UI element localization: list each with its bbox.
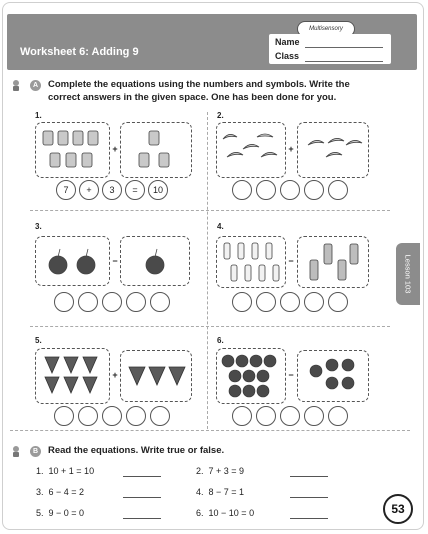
- problem-3-right-group: [120, 236, 190, 286]
- answer-circle[interactable]: 3: [102, 180, 122, 200]
- teacher-mascot-icon: [10, 445, 22, 457]
- answer-circle[interactable]: [232, 292, 252, 312]
- problem-4-left-group: [216, 236, 286, 288]
- tf-item-3: 3. 6 − 4 = 2: [36, 487, 85, 497]
- cherry-icon: [46, 245, 102, 279]
- tf-answer-3[interactable]: [123, 497, 161, 498]
- juice-glass-icon: [41, 127, 105, 173]
- answer-circle[interactable]: [304, 406, 324, 426]
- class-label: Class: [275, 51, 300, 61]
- answer-circle[interactable]: [328, 406, 348, 426]
- problem-5-left-group: [35, 348, 110, 404]
- lesson-tab-label: Lesson 103: [403, 254, 413, 294]
- page-number: 53: [383, 494, 413, 524]
- problem-2-right-group: [297, 122, 369, 178]
- tf-item-6: 6. 10 − 10 = 0: [196, 508, 255, 518]
- name-label: Name: [275, 37, 300, 47]
- problem-3-number: 3.: [35, 222, 42, 231]
- answer-circle[interactable]: [328, 292, 348, 312]
- problem-5-number: 5.: [35, 336, 42, 345]
- answer-circle[interactable]: [304, 180, 324, 200]
- answer-circle[interactable]: 7: [56, 180, 76, 200]
- teacher-mascot-icon: [10, 79, 22, 91]
- answer-circle[interactable]: [280, 406, 300, 426]
- problem-6-left-group: [216, 348, 286, 404]
- section-a-badge: A: [30, 80, 41, 91]
- grid-divider-vertical: [207, 112, 208, 429]
- problem-6-right-group: [297, 350, 369, 402]
- problem-4-right-group: [297, 236, 369, 288]
- milk-bottle-icon: [306, 240, 362, 286]
- problem-1-right-group: [120, 122, 192, 178]
- problem-6-number: 6.: [217, 336, 224, 345]
- answer-circle[interactable]: [150, 406, 170, 426]
- answer-circle[interactable]: =: [125, 180, 145, 200]
- apple-icon: [308, 359, 360, 397]
- class-field[interactable]: [305, 61, 383, 62]
- answer-circle[interactable]: [280, 292, 300, 312]
- tf-item-1: 1. 10 + 1 = 10: [36, 466, 95, 476]
- section-a-instruction-line1: Complete the equations using the numbers and symbols. Write the: [48, 79, 350, 90]
- answer-circle[interactable]: [102, 406, 122, 426]
- tf-item-2: 2. 7 + 3 = 9: [196, 466, 245, 476]
- problem-6-operator: −: [288, 370, 294, 380]
- answer-circle[interactable]: [256, 406, 276, 426]
- banana-icon: [221, 127, 283, 173]
- answer-circle[interactable]: [256, 180, 276, 200]
- answer-circle[interactable]: [78, 406, 98, 426]
- tf-answer-6[interactable]: [290, 518, 328, 519]
- problem-2-operator: +: [288, 144, 294, 154]
- answer-circle[interactable]: [150, 292, 170, 312]
- answer-circle[interactable]: [328, 180, 348, 200]
- strawberry-icon: [42, 353, 104, 399]
- tf-answer-2[interactable]: [290, 476, 328, 477]
- problem-1-number: 1.: [35, 111, 42, 120]
- problem-3-left-group: [35, 236, 110, 286]
- answer-circle[interactable]: [232, 406, 252, 426]
- answer-circle[interactable]: [126, 406, 146, 426]
- name-field[interactable]: [305, 47, 383, 48]
- answer-circle[interactable]: [54, 406, 74, 426]
- tf-answer-1[interactable]: [123, 476, 161, 477]
- banana-icon: [304, 127, 364, 173]
- answer-circle[interactable]: [232, 180, 252, 200]
- section-b-badge: B: [30, 446, 41, 457]
- problem-1-left-group: [35, 122, 110, 178]
- cherry-icon: [143, 245, 169, 279]
- problem-5-operator: +: [112, 370, 118, 380]
- answer-circle[interactable]: [102, 292, 122, 312]
- publisher-logo: Multisensory: [297, 21, 355, 37]
- name-class-box: [269, 34, 391, 64]
- tf-item-4: 4. 8 − 7 = 1: [196, 487, 245, 497]
- apple-icon: [220, 353, 284, 401]
- answer-circle[interactable]: [126, 292, 146, 312]
- problem-1-operator: +: [112, 144, 118, 154]
- problem-2-left-group: [216, 122, 286, 178]
- milk-bottle-icon: [221, 240, 283, 286]
- section-b-instruction: Read the equations. Write true or false.: [48, 445, 225, 456]
- answer-circle[interactable]: +: [79, 180, 99, 200]
- problem-3-operator: −: [112, 256, 118, 266]
- answer-circle[interactable]: [280, 180, 300, 200]
- problem-4-number: 4.: [217, 222, 224, 231]
- grid-divider-row2: [30, 326, 390, 327]
- answer-circle[interactable]: [304, 292, 324, 312]
- grid-divider-row1: [30, 210, 390, 211]
- tf-answer-5[interactable]: [123, 518, 161, 519]
- answer-circle[interactable]: [54, 292, 74, 312]
- tf-answer-4[interactable]: [290, 497, 328, 498]
- problem-4-operator: −: [288, 256, 294, 266]
- problem-2-number: 2.: [217, 111, 224, 120]
- answer-circle[interactable]: [78, 292, 98, 312]
- strawberry-icon: [127, 365, 187, 389]
- tf-item-5: 5. 9 − 0 = 0: [36, 508, 85, 518]
- section-divider: [10, 430, 410, 431]
- worksheet-title: Worksheet 6: Adding 9: [20, 46, 139, 58]
- section-a-instruction-line2: correct answers in the given space. One has been done for you.: [48, 92, 337, 103]
- answer-circle[interactable]: 10: [148, 180, 168, 200]
- juice-glass-icon: [133, 127, 181, 173]
- answer-circle[interactable]: [256, 292, 276, 312]
- problem-5-right-group: [120, 350, 192, 402]
